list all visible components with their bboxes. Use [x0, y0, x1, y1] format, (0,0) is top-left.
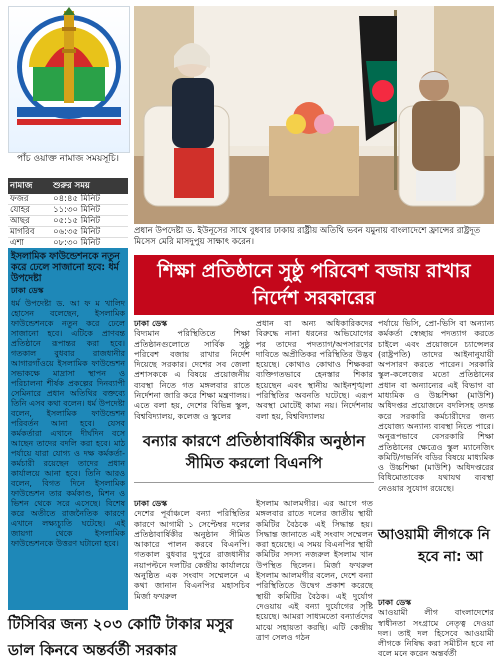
table-row: [8, 216, 128, 227]
table-header-cell: নামাজ: [8, 178, 51, 194]
story-dateline: ঢাকা ডেস্ক: [134, 318, 168, 328]
story-text: বিদ্যমান পরিস্থিতিতে শিক্ষা প্রতিষ্ঠানগুলোতে সার্বিক সুষ্ঠু পরিবেশ বজায় রাখার নির্দেশ দিয়েছে সরকার। দেশের সব জেলা প্রশাসককে এ বিষয়ে প্রয়োজনীয় ব্যবস্থা নিতে গত মঙ্গলবার রাতে নির্দেশনা জারি করে শিক্ষা মন্ত্রণালয়। এতে বলা হয়, দেশের বিভিন্ন স্কুল, বিশ্ববিদ্যালয়, কলেজ ও স্কুলের: [134, 328, 250, 421]
mosque-logo-icon: [9, 7, 129, 152]
main-story-column-2: প্রধান বা অন্য অধিকারিকদের বিরুদ্ধে নানা ধরনের অভিযোগের পর তাদের পদত্যাগ/অপসারণের দাবিতে অপ্রীতিকর পরিস্থিতির উদ্ভব হয়েছে। কোথাও কোথাও শিক্ষকরা ব্যক্তিগতভাবে হেনস্তার শিকার হয়েছেন এবং স্থানীয় আইনশৃঙ্খলা পরিস্থিতির অবনতি ঘটেছে। এরূপ অবস্থা মোটেই কাম্য নয়। নির্দেশনায় বলা হয়, বিশ্ববিদ্যালয়: [256, 318, 373, 421]
prayer-schedule-title: পাঁচ ওয়াক্ত নামাজ সময়সূচি।: [17, 154, 119, 164]
tcb-headline: টিসিবির জন্য ২০৩ কোটি টাকার মসুর: [8, 615, 234, 633]
tcb-headline-line-2: ডাল কিনবে অন্তর্বর্তী সরকার: [8, 641, 177, 659]
bnp-story-column-1: [134, 498, 250, 601]
prayer-schedule-table: [8, 178, 128, 249]
prayer-time: ০৪:৪৫ মিনিট: [51, 194, 128, 205]
photo-caption: প্রধান উপদেষ্টা ড. ইউনূসের সাথে বুধবার ঢাকায় রাষ্ট্রীয় অতিথি ভবন যমুনায় বাংলাদেশে ফ্রান্সের রাষ্ট্রদূত মিসেস মেরি মাসদুপুয় সাক্ষাৎ করেন।: [134, 226, 481, 247]
table-header-row: [8, 178, 128, 194]
bnp-story-column-2: ইসলাম আলমগীর। এর আগে গত মঙ্গলবার রাতে দলের জাতীয় স্থায়ী কমিটির বৈঠকে এই সিদ্ধান্ত হয়। সিদ্ধান্ত জানাতে এই সংবাদ সম্মেলন করা হয়েছে। এ সময় বিএনপির স্থায়ী কমিটির সদস্য নজরুল ইসলাম খান উপস্থিত ছিলেন। মির্জা ফখরুল ইসলাম আলমগীর বলেন, দেশে বন্যা পরিস্থিতিতে উদ্বেগ প্রকাশ করেছে স্থায়ী কমিটির বৈঠক। এই দুর্যোগ দেওয়ায় এই বন্যা দুর্যোগের সৃষ্টি হয়েছে। আমরা সাধ্যমতো বন্যার্তদের মাঝে সহায়তা করছি। এটি কেন্দ্রীয় ত্রাণ সেলও গঠন: [256, 498, 373, 642]
news-photo: [134, 6, 494, 224]
main-story-column-3: পর্যায়ে ভিসি, প্রো-ভিসি বা অন্যান্য কর্মকর্তা স্বেচ্ছায় পদত্যাগ করতে চাইলে এবং প্রয়োজনে চ্যান্সেলর (রাষ্ট্রপতি) তাদের আইনানুযায়ী অপসারণ করতে পারেন। সরকারি স্কুল-কলেজের মতো প্রতিষ্ঠানের প্রধান বা অন্যান্যের এই বিভাগ বা মাধ্যমিক ও উচ্চশিক্ষা (মাউশি) অধিদপ্তর প্রয়োজনে বদলিসহ তদন্ত করে সরকারি কর্মচারীদের জন্য প্রযোজ্য অন্যান্য ব্যবস্থা নিতে পারে। অনুরূপভাবে বেসরকারি শিক্ষা প্রতিষ্ঠানের ক্ষেত্রেও স্কুল ম্যানেজিং কমিটি/গভর্নিং বডির বিষয়ে মাধ্যমিক ও উচ্চশিক্ষা (মাউশি) অধিদপ্তরের বিধিমোতাবেক যথাযথ ব্যবস্থা নেওয়ার সুযোগ রয়েছে।: [378, 318, 494, 493]
prayer-name: ফজর: [8, 194, 51, 205]
prayer-time: ০৬:৩৫ মিনিট: [51, 227, 128, 238]
main-headline-box: [134, 255, 494, 315]
meeting-photo-image: [134, 6, 494, 224]
story-dateline: ঢাকা ডেস্ক: [11, 286, 44, 295]
table-row: [8, 227, 128, 238]
table-header-cell: শুরুর সময়: [51, 178, 128, 194]
table-row: [8, 205, 128, 216]
headline-line: আওয়ামী লীগকে নি: [378, 527, 490, 543]
divider: [134, 482, 374, 483]
prayer-name: এশা: [8, 238, 51, 249]
main-story-column-1: [134, 318, 250, 421]
islamic-logo: [8, 6, 130, 153]
prayer-name: যোহর: [8, 205, 51, 216]
awami-story-column: [378, 597, 494, 659]
bnp-headline: বন্যার কারণে প্রতিষ্ঠাবার্ষিকীর অনুষ্ঠান সীমিত করলো বিএনপি: [142, 432, 366, 472]
prayer-time: ০৫:১৫ মিনিট: [51, 216, 128, 227]
awami-headline: [378, 524, 500, 568]
story-dateline: ঢাকা ডেস্ক: [378, 597, 412, 607]
headline-line: হবে না: আ: [418, 549, 483, 565]
story-headline: ইসলামিক ফাউন্ডেশনকে নতুন করে ঢেলে সাজানো হবে: ধর্ম উপদেষ্টা: [11, 251, 120, 284]
islamic-foundation-story: [8, 248, 128, 610]
story-dateline: ঢাকা ডেস্ক: [134, 498, 168, 508]
story-text: দেশের পূর্বাঞ্চলে বন্যা পরিস্থিতির কারণে আগামী ১ সেপ্টেম্বর দলের প্রতিষ্ঠাবার্ষিকীর অনুষ্ঠান সীমিত আকারে পালন করবে বিএনপি। গতকাল বুধবার দুপুরে রাজধানীর নয়াপল্টনে দলটির কেন্দ্রীয় কার্যালয়ে অনুষ্ঠিত এক সংবাদ সম্মেলনে এ কথা জানান বিএনপির মহাসচিব মির্জা ফখরুল: [134, 508, 250, 601]
story-body: ধর্ম উপদেষ্টা ড. আ ফ ম খালিদ হোসেন বলেছেন, ইসলামিক ফাউন্ডেশনকে নতুন করে ঢেলে সাজানো হবে। এটিকে প্রাণবন্ত প্রতিষ্ঠানে রূপান্তর করা হবে। গতকাল বুধবার রাজধানীর আগারগাঁওয়ে ইসলামিক ফাউন্ডেশন সভাকক্ষে মাদ্রাসা স্থাপন ও পরিচালনা শীর্ষক প্রকল্পের দিনব্যাপী সেমিনারে প্রধান অতিথির বক্তব্যে তিনি এসব কথা বলেন। ধর্ম উপদেষ্টা বলেন, ইসলামিক ফাউন্ডেশন পরিবর্তন আনা হবে। যেসব কর্মকর্তারা এখানে দীর্ঘদিন বসে আছেন তাদের বদলি করা হবে। মাঠ পর্যায়ে যারা যোগ্য ও দক্ষ কর্মকর্তা-কর্মচারী রয়েছেন তাদের প্রধান কার্যালয়ে আনা হবে। তিনি আরও বলেন, বিগত দিনে ইসলামিক ফাউন্ডেশন তার কর্মকাণ্ড, মিশন ও ভিশন থেকে সরে এসেছে। বিশেষ করে অতীতে রাজনৈতিক কারণে এখানে লক্ষ্যচ্যুতি ঘটেছে। এই জায়গা থেকে ইসলামিক ফাউন্ডেশনকে উত্তরণ ঘটানো হবে।: [11, 299, 125, 548]
story-text: আওয়ামী লীগ বাংলাদেশের স্বাধীনতা সংগ্রামে নেতৃত্ব দেওয়া দল। তাই দল হিসেবে আওয়ামী লীগকে নিষিদ্ধ করা সমীচীন হবে না বলে মনে করেন অন্তর্বর্তী: [378, 607, 494, 659]
prayer-time: ০৮:৩০ মিনিট: [51, 238, 128, 249]
prayer-name: আছর: [8, 216, 51, 227]
table-row: [8, 238, 128, 249]
prayer-name: মাগরিব: [8, 227, 51, 238]
main-headline: শিক্ষা প্রতিষ্ঠানে সুষ্ঠু পরিবেশ বজায় রাখার নির্দেশ সরকারের: [157, 260, 471, 309]
prayer-time: ১১:৩০ মিনিট: [51, 205, 128, 216]
table-row: [8, 194, 128, 205]
